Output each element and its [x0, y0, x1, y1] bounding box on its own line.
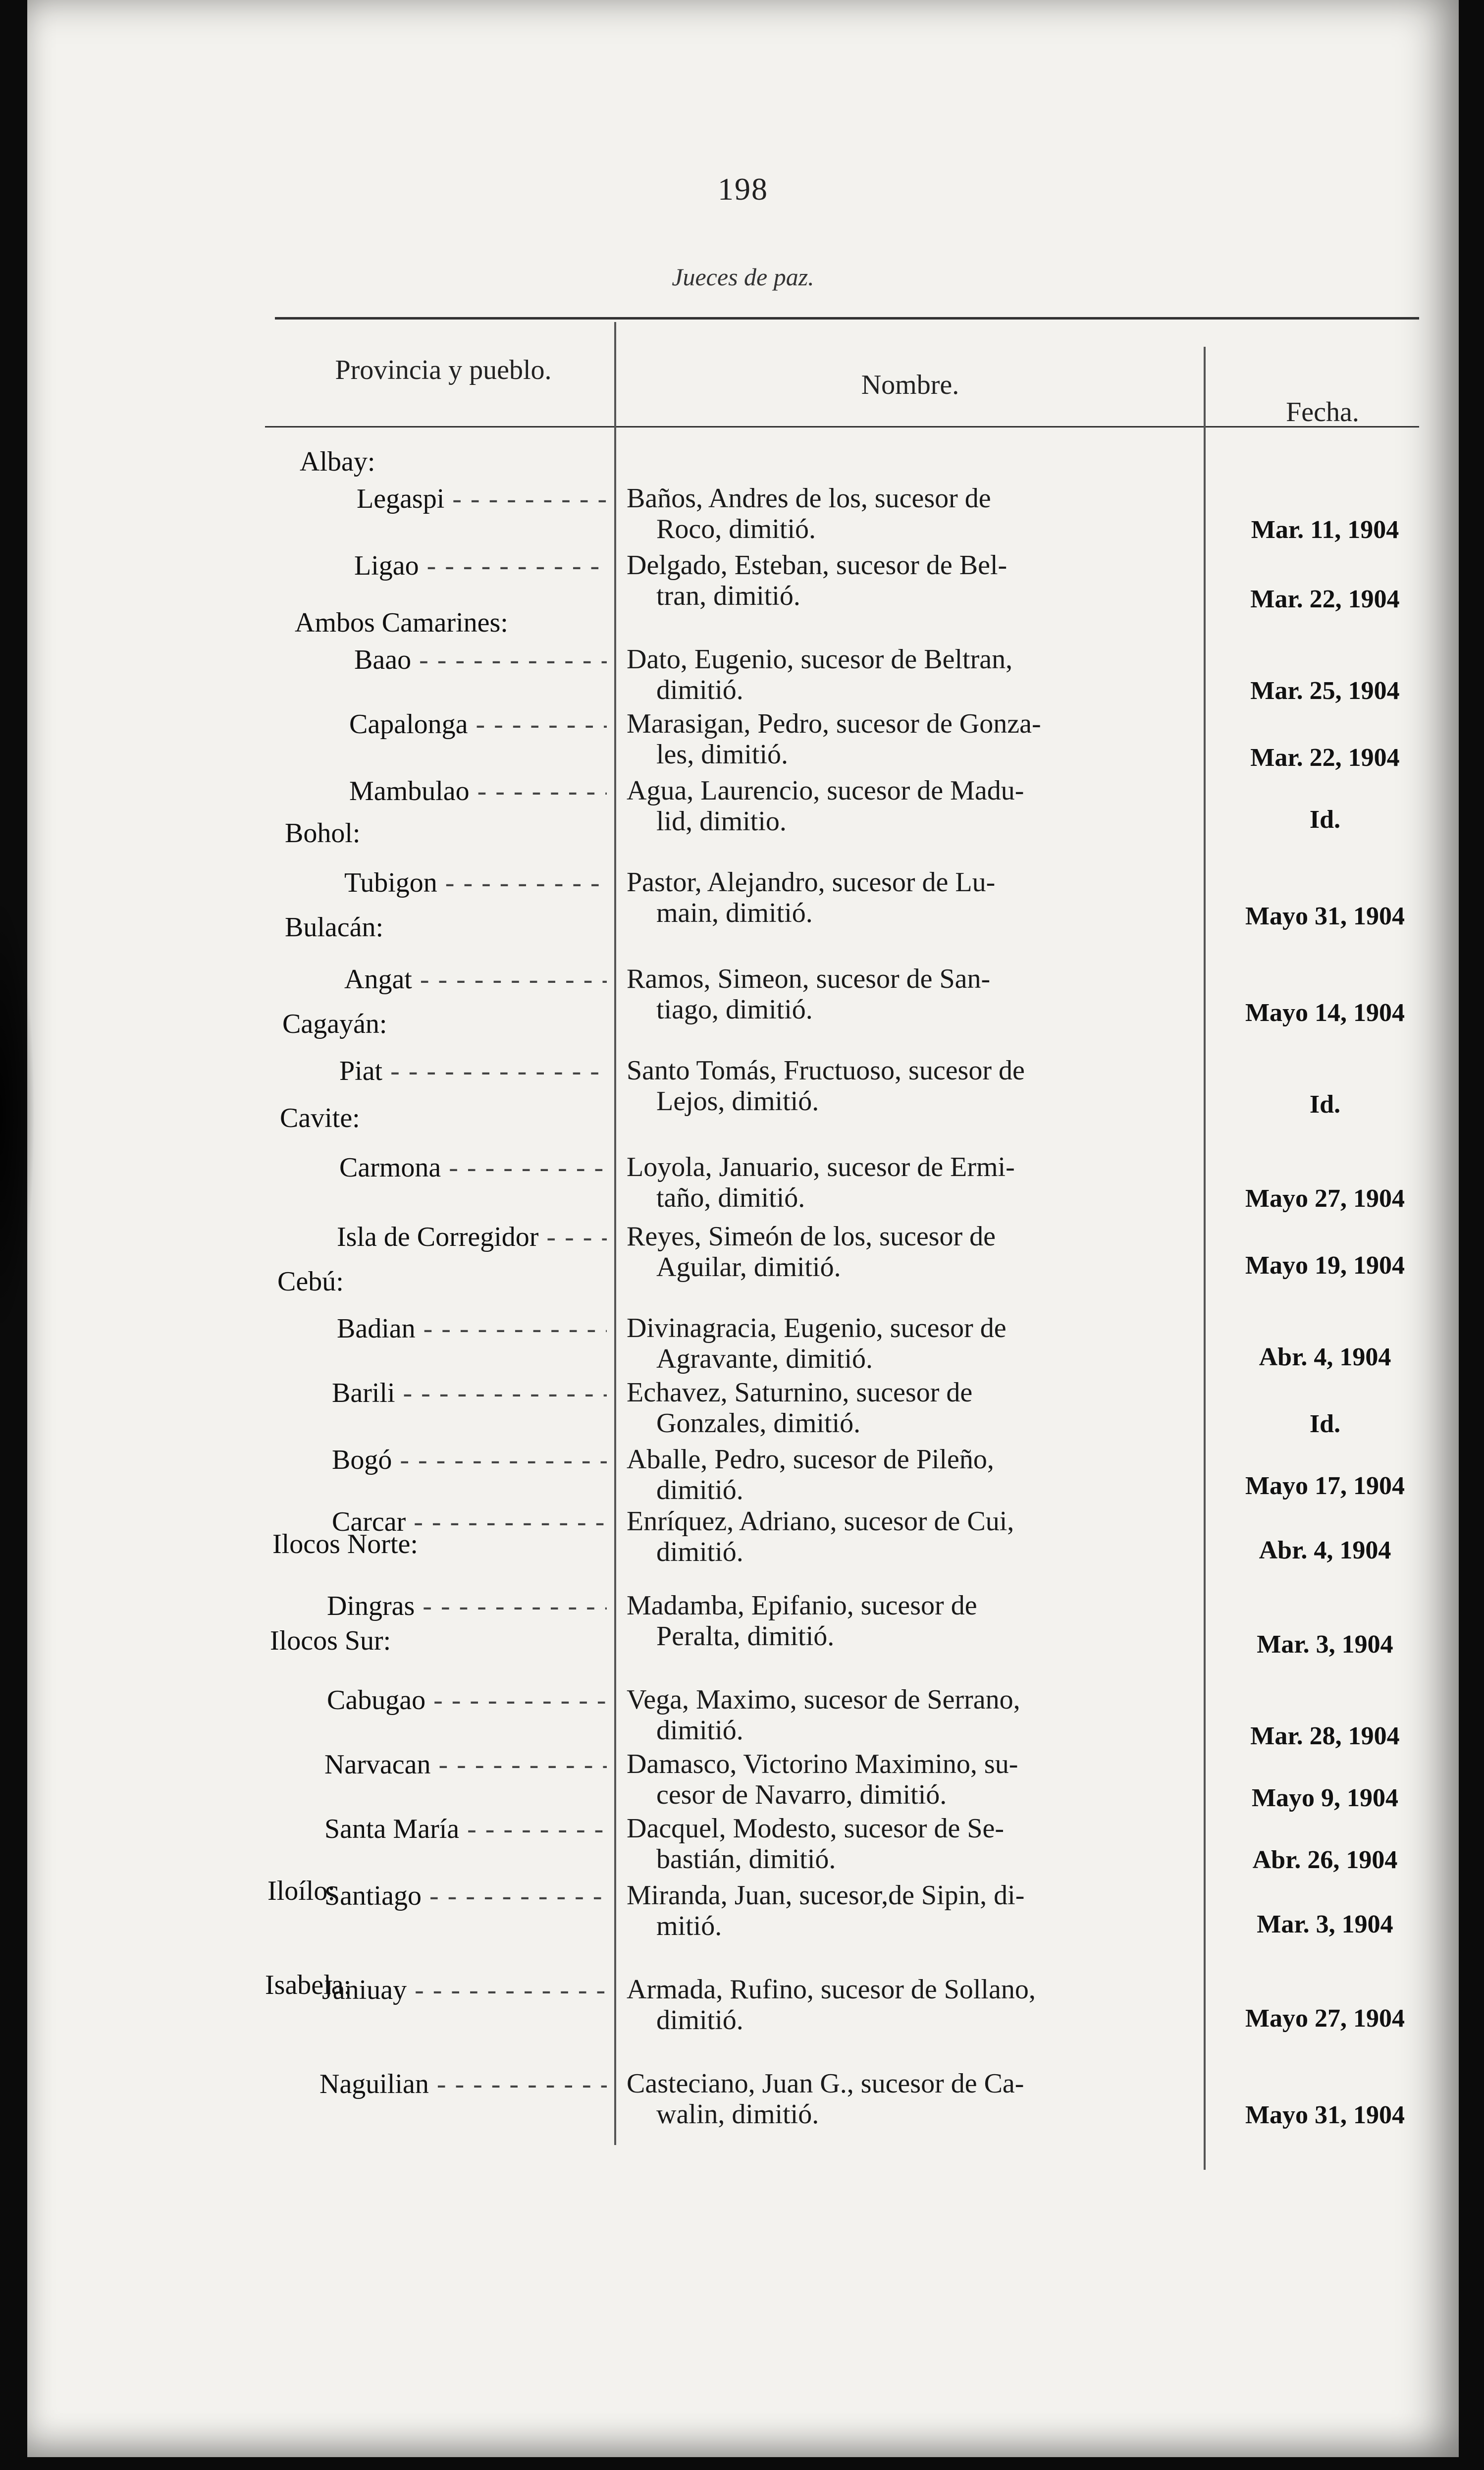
- appointee-name-line2: bastián, dimitió.: [656, 1844, 836, 1875]
- page-edge-shadow: [0, 892, 35, 1338]
- appointment-date: Mayo 27, 1904: [1245, 1184, 1405, 1213]
- appointee-name-line1: Reyes, Simeón de los, sucesor de: [627, 1221, 996, 1252]
- appointment-date: Mar. 3, 1904: [1257, 1910, 1393, 1938]
- town-name: Baao - - -: [354, 644, 607, 676]
- province-heading: Ilocos Sur:: [270, 1625, 391, 1656]
- appointee-name-line1: Divinagracia, Eugenio, sucesor de: [627, 1313, 1007, 1343]
- appointee-name: [627, 1590, 1201, 1652]
- appointee-name: [627, 1152, 1201, 1213]
- appointee-name-line1: Delgado, Esteban, sucesor de Bel-: [627, 550, 1007, 581]
- town-name: Cabugao - - -: [327, 1684, 607, 1716]
- town-name: Angat - - -: [344, 964, 607, 995]
- town-name: Narvacan - - -: [324, 1749, 607, 1780]
- appointee-name: [627, 644, 1201, 705]
- appointment-date: Abr. 26, 1904: [1252, 1846, 1398, 1874]
- appointee-name: [627, 1813, 1201, 1875]
- town-name: Ligao - - -: [354, 550, 607, 582]
- appointment-date: Mar. 3, 1904: [1257, 1630, 1393, 1659]
- appointment-date: Mayo 31, 1904: [1245, 2101, 1405, 2129]
- page-number: 198: [718, 171, 768, 207]
- appointee-name-line2: Roco, dimitió.: [656, 514, 816, 544]
- appointee-name-line1: Pastor, Alejandro, sucesor de Lu-: [627, 867, 996, 898]
- column-header-date: Fecha.: [1286, 397, 1359, 428]
- town-name: Dingras - - -: [327, 1590, 607, 1622]
- appointment-date: Id.: [1309, 805, 1341, 834]
- appointee-name-line1: Armada, Rufino, sucesor de Sollano,: [627, 1974, 1036, 2005]
- appointee-name-line2: mitió.: [656, 1911, 722, 1941]
- appointee-name-line1: Agua, Laurencio, sucesor de Madu-: [627, 775, 1024, 806]
- province-heading: Iloílo:: [267, 1876, 335, 1906]
- appointment-date: Mayo 9, 1904: [1251, 1784, 1399, 1812]
- appointment-date: Mar. 25, 1904: [1250, 677, 1400, 705]
- appointee-name-line2: cesor de Navarro, dimitió.: [656, 1779, 947, 1810]
- town-name: Mambulao - - -: [349, 775, 607, 807]
- appointee-name-line2: Peralta, dimitió.: [656, 1621, 835, 1652]
- running-head: Jueces de paz.: [672, 263, 814, 291]
- appointee-name-line2: Aguilar, dimitió.: [656, 1252, 841, 1283]
- appointee-name: [627, 775, 1201, 837]
- town-name: Badian - - -: [337, 1313, 607, 1344]
- appointee-name: [627, 1313, 1201, 1374]
- province-heading: Bohol:: [285, 818, 361, 849]
- province-heading: Albay:: [300, 446, 375, 477]
- appointee-name: [627, 708, 1201, 770]
- appointee-name-line2: dimitió.: [656, 2005, 743, 2036]
- appointee-name: [627, 867, 1201, 928]
- appointee-name: [627, 1055, 1201, 1117]
- appointment-date: Mar. 22, 1904: [1250, 585, 1400, 613]
- province-heading: Cavite:: [280, 1103, 360, 1133]
- town-name: Carmona - - -: [339, 1152, 607, 1183]
- appointee-name-line1: Aballe, Pedro, sucesor de Pileño,: [627, 1444, 994, 1475]
- appointee-name-line2: Agravante, dimitió.: [656, 1343, 873, 1374]
- appointee-name-line2: tran, dimitió.: [656, 581, 800, 611]
- appointee-name-line1: Madamba, Epifanio, sucesor de: [627, 1590, 977, 1621]
- appointee-name: [627, 550, 1201, 611]
- town-name: Santa María - - -: [324, 1813, 607, 1845]
- appointee-name-line2: les, dimitió.: [656, 739, 788, 770]
- appointee-name-line2: taño, dimitió.: [656, 1182, 805, 1213]
- province-heading: Ilocos Norte:: [272, 1529, 418, 1559]
- appointee-name-line2: tiago, dimitió.: [656, 994, 813, 1025]
- town-name: Carcar - - -: [332, 1506, 607, 1538]
- town-name: Bogó - - -: [332, 1444, 607, 1476]
- appointee-name-line2: dimitió.: [656, 1715, 743, 1746]
- town-name: Piat - - -: [339, 1055, 607, 1087]
- appointee-name-line1: Enríquez, Adriano, sucesor de Cui,: [627, 1506, 1014, 1537]
- appointee-name-line2: Gonzales, dimitió.: [656, 1408, 861, 1439]
- town-name: Santiago - - -: [324, 1880, 607, 1912]
- appointee-name-line1: Santo Tomás, Fructuoso, sucesor de: [627, 1055, 1025, 1086]
- appointment-date: Mayo 27, 1904: [1245, 2004, 1405, 2033]
- appointment-date: Mar. 22, 1904: [1250, 744, 1400, 772]
- appointment-date: Mar. 11, 1904: [1251, 516, 1399, 544]
- appointment-date: Mayo 31, 1904: [1245, 902, 1405, 930]
- appointee-name-line2: main, dimitió.: [656, 898, 813, 928]
- appointment-date: Id.: [1309, 1410, 1341, 1438]
- table-body: [27, 0, 1459, 2457]
- province-heading: Ambos Camarines:: [295, 607, 508, 638]
- column-header-province: Provincia y pueblo.: [335, 355, 552, 385]
- appointee-name: [627, 1880, 1201, 1941]
- appointee-name-line1: Marasigan, Pedro, sucesor de Gonza-: [627, 708, 1041, 739]
- appointee-name-line2: lid, dimitio.: [656, 806, 787, 837]
- appointment-date: Mar. 28, 1904: [1250, 1722, 1400, 1750]
- appointee-name: [627, 1377, 1201, 1439]
- appointee-name-line2: walin, dimitió.: [656, 2099, 819, 2130]
- appointee-name-line1: Loyola, Januario, sucesor de Ermi-: [627, 1152, 1015, 1182]
- town-name: Legaspi - - -: [357, 483, 607, 515]
- town-name: Isla de Corregidor - - -: [337, 1221, 607, 1253]
- appointee-name: [627, 1684, 1201, 1746]
- appointee-name-line1: Dacquel, Modesto, sucesor de Se-: [627, 1813, 1005, 1844]
- appointee-name-line2: dimitió.: [656, 1475, 743, 1505]
- appointee-name: [627, 483, 1201, 544]
- town-name: Janiuay - - -: [322, 1974, 607, 2006]
- appointee-name-line2: dimitió.: [656, 1537, 743, 1567]
- province-heading: Isabela:: [265, 1970, 352, 2000]
- province-heading: Cebú:: [277, 1266, 344, 1297]
- town-name: Naguilian - - -: [319, 2068, 607, 2100]
- town-name: Barili - - -: [332, 1377, 607, 1409]
- province-heading: Bulacán:: [285, 912, 384, 943]
- appointee-name-line1: Miranda, Juan, sucesor,de Sipin, di-: [627, 1880, 1025, 1911]
- appointee-name: [627, 1749, 1201, 1810]
- appointee-name-line1: Echavez, Saturnino, sucesor de: [627, 1377, 973, 1408]
- town-name: Tubigon - - -: [344, 867, 607, 899]
- appointment-date: Id.: [1309, 1090, 1341, 1119]
- appointee-name: [627, 964, 1201, 1025]
- appointment-date: Mayo 14, 1904: [1245, 999, 1405, 1027]
- appointee-name: [627, 1506, 1201, 1567]
- appointment-date: Mayo 17, 1904: [1245, 1472, 1405, 1500]
- town-name: Capalonga - - -: [349, 708, 607, 740]
- appointment-date: Abr. 4, 1904: [1259, 1343, 1391, 1371]
- appointee-name: [627, 2068, 1201, 2130]
- appointee-name-line2: dimitió.: [656, 675, 743, 705]
- appointee-name: [627, 1444, 1201, 1505]
- appointment-date: Abr. 4, 1904: [1259, 1536, 1391, 1564]
- appointee-name-line1: Ramos, Simeon, sucesor de San-: [627, 964, 991, 994]
- appointee-name-line1: Vega, Maximo, sucesor de Serrano,: [627, 1684, 1020, 1715]
- column-header-name: Nombre.: [861, 370, 959, 400]
- appointee-name-line1: Dato, Eugenio, sucesor de Beltran,: [627, 644, 1013, 675]
- appointee-name: [627, 1974, 1201, 2036]
- appointment-date: Mayo 19, 1904: [1245, 1251, 1405, 1280]
- appointee-name-line2: Lejos, dimitió.: [656, 1086, 819, 1117]
- book-page: [27, 0, 1459, 2457]
- appointee-name-line1: Casteciano, Juan G., sucesor de Ca-: [627, 2068, 1024, 2099]
- appointee-name: [627, 1221, 1201, 1283]
- appointee-name-line1: Damasco, Victorino Maximino, su-: [627, 1749, 1018, 1779]
- appointee-name-line1: Baños, Andres de los, sucesor de: [627, 483, 991, 514]
- province-heading: Cagayán:: [282, 1009, 387, 1039]
